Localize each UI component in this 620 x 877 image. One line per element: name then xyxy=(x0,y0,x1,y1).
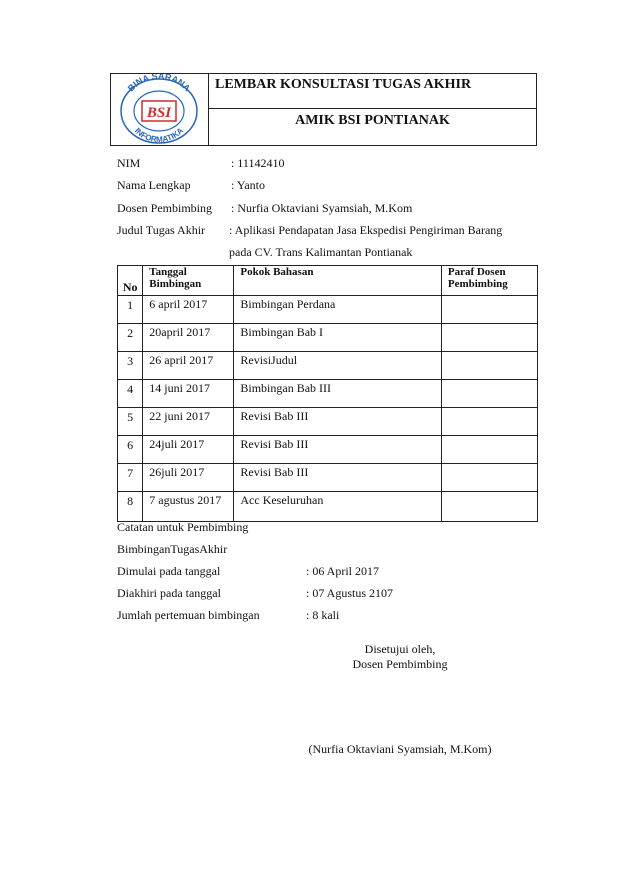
field-label-thesis-title: Judul Tugas Akhir xyxy=(117,223,206,237)
cell-no: 3 xyxy=(118,352,143,380)
notes-label-end: Diakhiri pada tanggal xyxy=(117,586,221,600)
table-row xyxy=(118,380,538,408)
cell-topic: Bimbingan Bab I xyxy=(234,324,441,352)
table-header-row xyxy=(118,266,538,296)
cell-no: 6 xyxy=(118,436,143,464)
cell-topic: Bimbingan Bab III xyxy=(234,380,441,408)
cell-topic: Acc Keseluruhan xyxy=(234,492,441,522)
cell-date: 24juli 2017 xyxy=(143,436,234,464)
cell-signature xyxy=(441,324,537,352)
cell-signature xyxy=(441,436,537,464)
cell-topic: Revisi Bab III xyxy=(234,408,441,436)
col-header-date-line1: Tanggal xyxy=(149,266,187,278)
col-header-signature-line2: Pembimbing xyxy=(447,278,508,290)
cell-topic: Bimbingan Perdana xyxy=(234,296,441,324)
document-header xyxy=(110,73,537,146)
cell-date: 7 agustus 2017 xyxy=(143,492,234,522)
logo-ring-bottom-text: INFORMATIKA xyxy=(132,126,186,145)
col-header-signature xyxy=(441,266,537,296)
signature-role: Dosen Pembimbing xyxy=(352,657,448,671)
field-value-advisor: : Nurfia Oktaviani Syamsiah, M.Kom xyxy=(231,201,413,215)
signature-name: (Nurfia Oktaviani Syamsiah, M.Kom) xyxy=(308,742,492,756)
notes-subheading: BimbinganTugasAkhir xyxy=(117,542,228,556)
table-row xyxy=(118,352,538,380)
field-label-name: Nama Lengkap xyxy=(117,178,191,192)
logo-cell xyxy=(111,74,209,145)
table-row xyxy=(118,408,538,436)
notes-label-count: Jumlah pertemuan bimbingan xyxy=(117,608,260,622)
logo-monogram: BSI xyxy=(146,105,172,121)
notes-label-start: Dimulai pada tanggal xyxy=(117,564,221,578)
table-row xyxy=(118,296,538,324)
field-label-advisor: Dosen Pembimbing xyxy=(117,201,212,215)
cell-topic: RevisiJudul xyxy=(234,352,441,380)
cell-topic: Revisi Bab III xyxy=(234,464,441,492)
cell-no: 2 xyxy=(118,324,143,352)
cell-topic: Revisi Bab III xyxy=(234,436,441,464)
cell-no: 4 xyxy=(118,380,143,408)
signature-approved-label: Disetujui oleh, xyxy=(364,642,436,656)
notes-value-count: : 8 kali xyxy=(306,608,340,622)
cell-no: 5 xyxy=(118,408,143,436)
table-row xyxy=(118,492,538,522)
notes-value-start: : 06 April 2017 xyxy=(306,564,380,578)
col-header-date xyxy=(143,266,234,296)
col-header-signature-line1: Paraf Dosen xyxy=(447,266,506,278)
cell-no: 1 xyxy=(118,296,143,324)
cell-signature xyxy=(441,408,537,436)
field-value-thesis-title: : Aplikasi Pendapatan Jasa Ekspedisi Pengiriman Barang xyxy=(229,223,503,237)
cell-no: 8 xyxy=(118,492,143,522)
table-row xyxy=(118,324,538,352)
consultation-table xyxy=(117,265,538,522)
cell-signature xyxy=(441,380,537,408)
table-row xyxy=(118,436,538,464)
cell-date: 26juli 2017 xyxy=(143,464,234,492)
notes-value-end: : 07 Agustus 2107 xyxy=(306,586,394,600)
logo-ring-top-text: BINA SARANA xyxy=(125,74,193,94)
bsi-logo xyxy=(111,74,207,145)
cell-date: 6 april 2017 xyxy=(143,296,234,324)
cell-date: 26 april 2017 xyxy=(143,352,234,380)
cell-date: 22 juni 2017 xyxy=(143,408,234,436)
col-header-date-line2: Bimbingan xyxy=(149,278,202,290)
field-label-nim: NIM xyxy=(117,156,141,170)
field-value-name: : Yanto xyxy=(231,178,266,192)
cell-date: 14 juni 2017 xyxy=(143,380,234,408)
table-row xyxy=(118,464,538,492)
cell-signature xyxy=(441,352,537,380)
cell-signature xyxy=(441,296,537,324)
field-value-nim: : 11142410 xyxy=(231,156,285,170)
cell-date: 20april 2017 xyxy=(143,324,234,352)
notes-heading: Catatan untuk Pembimbing xyxy=(117,520,249,534)
cell-signature xyxy=(441,464,537,492)
col-header-no: No xyxy=(118,266,143,296)
col-header-topic: Pokok Bahasan xyxy=(234,266,441,296)
field-value-thesis-title-line2: pada CV. Trans Kalimantan Pontianak xyxy=(229,245,413,259)
cell-signature xyxy=(441,492,537,522)
document-title: LEMBAR KONSULTASI TUGAS AKHIR xyxy=(209,74,536,109)
cell-no: 7 xyxy=(118,464,143,492)
institution-name: AMIK BSI PONTIANAK xyxy=(295,113,450,128)
